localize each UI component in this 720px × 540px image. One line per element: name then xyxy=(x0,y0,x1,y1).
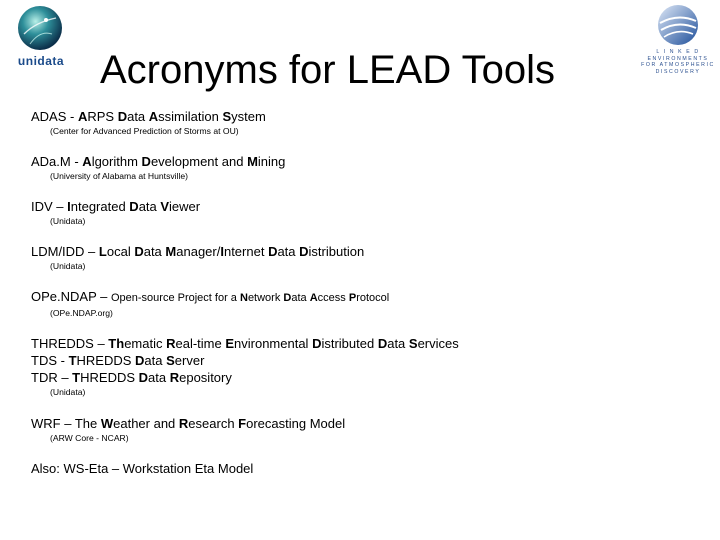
lead-logo xyxy=(640,3,716,91)
unidata-logo xyxy=(6,4,70,72)
acronym-source-note: (OPe.NDAP.org) xyxy=(50,308,113,318)
lead-logo-text xyxy=(640,49,716,75)
acronym-source-note: (University of Alabama at Huntsville) xyxy=(50,171,189,181)
acronym-source-note: (Unidata) xyxy=(50,387,86,397)
lead-globe-icon xyxy=(656,3,700,47)
acronym-wrf: WRF – The Weather and Research Forecasting Model xyxy=(31,416,346,431)
lead-logo-line: DISCOVERY xyxy=(655,68,701,75)
acronym-list xyxy=(31,108,711,477)
acronym-also-ws-eta: Also: WS-Eta – Workstation Eta Model xyxy=(31,461,254,476)
acronym-thredds: THREDDS – Thematic Real-time Environmental Distributed Data Services xyxy=(31,336,459,351)
acronym-idv: IDV – Integrated Data Viewer xyxy=(31,199,201,214)
acronym-adas: ADAS - ARPS Data Assimilation System xyxy=(31,109,266,124)
lead-logo-line: ENVIRONMENTS xyxy=(647,55,709,62)
acronym-adam: ADa.M - Algorithm Development and Mining xyxy=(31,154,286,169)
acronym-source-note: (Unidata) xyxy=(50,216,86,226)
lead-logo-line: FOR ATMOSPHERIC xyxy=(641,62,715,69)
acronym-opendap: OPe.NDAP – Open-source Project for a Network Data Access Protocol xyxy=(31,289,390,304)
page-title: Acronyms for LEAD Tools xyxy=(100,48,555,92)
unidata-logo-text: unidata xyxy=(17,54,65,68)
unidata-globe-icon xyxy=(16,4,64,52)
acronym-source-note: (Center for Advanced Prediction of Storms at OU) xyxy=(50,126,239,136)
acronym-ldm-idd: LDM/IDD – Local Data Manager/Internet Data Distribution xyxy=(31,244,365,259)
acronym-tds: TDS - THREDDS Data Server xyxy=(31,353,205,368)
acronym-tdr: TDR – THREDDS Data Repository xyxy=(31,370,232,385)
acronym-source-note: (ARW Core - NCAR) xyxy=(50,433,129,443)
acronym-source-note: (Unidata) xyxy=(50,261,86,271)
lead-logo-line: L I N K E D xyxy=(656,49,700,55)
